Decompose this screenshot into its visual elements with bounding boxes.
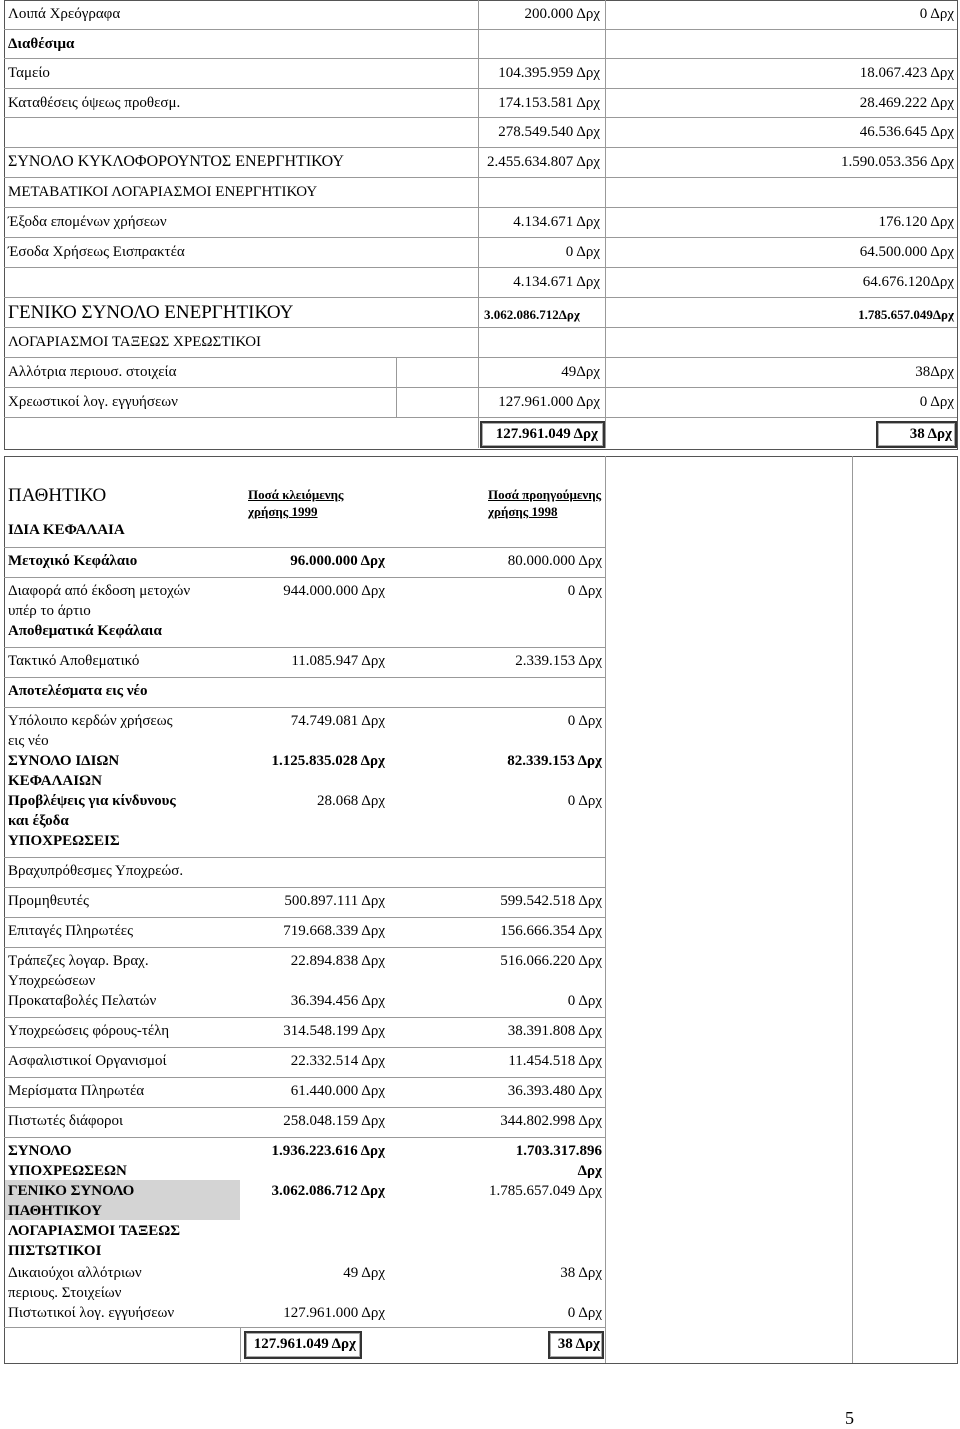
epitages-prev: 156.666.354 Δρχ bbox=[500, 923, 602, 939]
synolo-idion-prev: 82.339.153 Δρχ bbox=[507, 753, 602, 769]
asfalistikoi-prev: 11.454.518 Δρχ bbox=[508, 1053, 602, 1069]
synolo-ypoxreoseon-prev-line2: Δρχ bbox=[577, 1163, 602, 1179]
epitages-cur: 719.668.339 Δρχ bbox=[283, 923, 385, 939]
synolo-idion-cur: 1.125.835.028 Δρχ bbox=[271, 753, 385, 769]
provlepseis-label-line1: Προβλέψεις για κίνδυνους bbox=[8, 793, 176, 809]
taxeos-total-cur: 127.961.049 Δρχ bbox=[495, 426, 598, 442]
diafora-label-line2: υπέρ το άρτιο bbox=[8, 603, 91, 619]
ypoxreoseis-heading: ΥΠΟΧΡΕΩΣΕΙΣ bbox=[8, 833, 120, 849]
loipa-cur: 200.000 Δρχ bbox=[524, 6, 600, 22]
pathtiko-title: ΠΑΘΗΤΙΚΟ bbox=[8, 485, 107, 506]
epitages-label: Επιταγές Πληρωτέες bbox=[8, 923, 134, 939]
diathesima-heading: Διαθέσιμα bbox=[8, 36, 75, 52]
geniko-pathtiko-label-line1: ΓΕΝΙΚΟ ΣΥΝΟΛΟ bbox=[8, 1183, 135, 1199]
exoda-prev: 176.120 Δρχ bbox=[878, 214, 954, 230]
metavatikoi-subtotal-cur: 4.134.671 Δρχ bbox=[513, 274, 600, 290]
loipa-label: Λοιπά Χρεόγραφα bbox=[8, 6, 121, 22]
ypoloipo-label-line1: Υπόλοιπο κερδών χρήσεως bbox=[8, 713, 173, 729]
page-number: 5 bbox=[845, 1408, 854, 1428]
kykloforoun-total-label: ΣΥΝΟΛΟ ΚΥΚΛΟΦΟΡΟΥΝΤΟΣ ΕΝΕΡΓΗΤΙΚΟΥ bbox=[8, 153, 344, 170]
metavatikoi-heading: ΜΕΤΑΒΑΤΙΚΟΙ ΛΟΓΑΡΙΑΣΜΟΙ ΕΝΕΡΓΗΤΙΚΟΥ bbox=[8, 184, 318, 200]
kykloforoun-total-prev: 1.590.053.356 Δρχ bbox=[841, 154, 954, 170]
ypoloipo-prev: 0 Δρχ bbox=[567, 713, 602, 729]
synolo-ypoxreoseon-label-line2: ΥΠΟΧΡΕΩΣΕΩΝ bbox=[8, 1163, 127, 1179]
synolo-ypoxreoseon-prev-line1: 1.703.317.896 bbox=[515, 1143, 602, 1159]
exoda-cur: 4.134.671 Δρχ bbox=[513, 214, 600, 230]
taktiko-cur: 11.085.947 Δρχ bbox=[291, 653, 385, 669]
vraxyprothesmes-heading: Βραχυπρόθεσμες Υποχρεώσ. bbox=[8, 863, 184, 879]
diafora-cur: 944.000.000 Δρχ bbox=[283, 583, 385, 599]
diafora-prev: 0 Δρχ bbox=[567, 583, 602, 599]
col-cur-header-line2: χρήσης 1999 bbox=[248, 504, 318, 519]
col-cur-header-line1: Ποσά κλειόμενης bbox=[248, 487, 344, 502]
esoda-prev: 64.500.000 Δρχ bbox=[859, 244, 954, 260]
diathesima-subtotal-prev: 46.536.645 Δρχ bbox=[859, 124, 954, 140]
merismata-label: Μερίσματα Πληρωτέα bbox=[8, 1083, 145, 1099]
taxeos-pistotikoi-heading-line2: ΠΙΣΤΩΤΙΚΟΙ bbox=[8, 1243, 102, 1259]
exoda-label: Έξοδα επομένων χρήσεων bbox=[8, 214, 167, 230]
pistotikoi-total-cur: 127.961.049 Δρχ bbox=[253, 1336, 356, 1352]
geniko-pathtiko-label-line2: ΠΑΘΗΤΙΚΟΥ bbox=[8, 1203, 102, 1219]
prokatavoles-cur: 36.394.456 Δρχ bbox=[290, 993, 385, 1009]
taxeos-total-prev: 38 Δρχ bbox=[909, 426, 952, 442]
idia-kefalaia-heading: ΙΔΙΑ ΚΕΦΑΛΑΙΑ bbox=[8, 522, 125, 538]
geniko-pathtiko-prev: 1.785.657.049 Δρχ bbox=[489, 1183, 602, 1199]
taktiko-prev: 2.339.153 Δρχ bbox=[515, 653, 602, 669]
trapezes-cur: 22.894.838 Δρχ bbox=[290, 953, 385, 969]
geniko-pathtiko-cur: 3.062.086.712 Δρχ bbox=[271, 1183, 385, 1199]
synolo-idion-label-line2: ΚΕΦΑΛΑΙΩΝ bbox=[8, 773, 102, 789]
ypoloipo-cur: 74.749.081 Δρχ bbox=[290, 713, 385, 729]
provlepseis-label-line2: και έξοδα bbox=[8, 813, 69, 829]
promitheftes-label: Προμηθευτές bbox=[8, 893, 89, 909]
synolo-ypoxreoseon-label-line1: ΣΥΝΟΛΟ bbox=[8, 1143, 72, 1159]
foroi-cur: 314.548.199 Δρχ bbox=[283, 1023, 385, 1039]
tameio-label: Ταμείο bbox=[8, 65, 50, 81]
diathesima-subtotal-cur: 278.549.540 Δρχ bbox=[498, 124, 600, 140]
pistotikoi-label: Πιστωτικοί λογ. εγγυήσεων bbox=[8, 1305, 175, 1321]
metoxiko-label: Μετοχικό Κεφάλαιο bbox=[8, 553, 138, 569]
geniko-energhtiko-cur: 3.062.086.712Δρχ bbox=[484, 307, 580, 322]
dikaiouxoi-cur: 49 Δρχ bbox=[343, 1265, 385, 1281]
tameio-cur: 104.395.959 Δρχ bbox=[498, 65, 600, 81]
katatheseis-prev: 28.469.222 Δρχ bbox=[859, 95, 954, 111]
foroi-label: Υποχρεώσεις φόρους-τέλη bbox=[8, 1023, 170, 1039]
taktiko-label: Τακτικό Αποθεματικό bbox=[8, 653, 140, 669]
dikaiouxoi-prev: 38 Δρχ bbox=[560, 1265, 602, 1281]
col-prev-header-line2: χρήσης 1998 bbox=[488, 504, 558, 519]
merismata-prev: 36.393.480 Δρχ bbox=[507, 1083, 602, 1099]
pistotikoi-prev: 0 Δρχ bbox=[567, 1305, 602, 1321]
pistotikoi-total-prev: 38 Δρχ bbox=[557, 1336, 600, 1352]
apotelesmata-heading: Αποτελέσματα εις νέο bbox=[8, 683, 148, 699]
dikaiouxoi-label-line2: περιους. Στοιχείων bbox=[8, 1285, 122, 1301]
kykloforoun-total-cur: 2.455.634.807 Δρχ bbox=[487, 154, 600, 170]
merismata-cur: 61.440.000 Δρχ bbox=[290, 1083, 385, 1099]
trapezes-label-line2: Υποχρεώσεων bbox=[8, 973, 96, 989]
xreostikoi-label: Χρεωστικοί λογ. εγγυήσεων bbox=[8, 394, 178, 410]
pistotes-prev: 344.802.998 Δρχ bbox=[500, 1113, 602, 1129]
katatheseis-cur: 174.153.581 Δρχ bbox=[498, 95, 600, 111]
apothematika-heading: Αποθεματικά Κεφάλαια bbox=[8, 623, 162, 639]
prokatavoles-label: Προκαταβολές Πελατών bbox=[8, 993, 157, 1009]
metoxiko-prev: 80.000.000 Δρχ bbox=[507, 553, 602, 569]
geniko-energhtiko-prev: 1.785.657.049Δρχ bbox=[858, 307, 954, 322]
allotria-label: Αλλότρια περιουσ. στοιχεία bbox=[8, 364, 177, 380]
provlepseis-cur: 28.068 Δρχ bbox=[317, 793, 385, 809]
ypoloipo-label-line2: εις νέο bbox=[8, 733, 49, 749]
allotria-prev: 38Δρχ bbox=[915, 364, 954, 380]
promitheftes-prev: 599.542.518 Δρχ bbox=[500, 893, 602, 909]
taxeos-pistotikoi-heading-line1: ΛΟΓΑΡΙΑΣΜΟΙ ΤΑΞΕΩΣ bbox=[8, 1223, 181, 1239]
pistotikoi-cur: 127.961.000 Δρχ bbox=[283, 1305, 385, 1321]
asfalistikoi-cur: 22.332.514 Δρχ bbox=[290, 1053, 385, 1069]
metoxiko-cur: 96.000.000 Δρχ bbox=[290, 553, 385, 569]
loipa-prev: 0 Δρχ bbox=[919, 6, 954, 22]
geniko-energhtiko-label: ΓΕΝΙΚΟ ΣΥΝΟΛΟ ΕΝΕΡΓΗΤΙΚΟΥ bbox=[8, 302, 294, 323]
katatheseis-label: Καταθέσεις όψεως προθεσμ. bbox=[8, 95, 181, 111]
diafora-label-line1: Διαφορά από έκδοση μετοχών bbox=[8, 583, 191, 599]
synolo-idion-label-line1: ΣΥΝΟΛΟ ΙΔΙΩΝ bbox=[8, 753, 120, 769]
foroi-prev: 38.391.808 Δρχ bbox=[507, 1023, 602, 1039]
xreostikoi-prev: 0 Δρχ bbox=[919, 394, 954, 410]
pistotes-cur: 258.048.159 Δρχ bbox=[283, 1113, 385, 1129]
allotria-cur: 49Δρχ bbox=[561, 364, 600, 380]
trapezes-prev: 516.066.220 Δρχ bbox=[500, 953, 602, 969]
asfalistikoi-label: Ασφαλιστικοί Οργανισμοί bbox=[8, 1053, 167, 1069]
prokatavoles-prev: 0 Δρχ bbox=[567, 993, 602, 1009]
tameio-prev: 18.067.423 Δρχ bbox=[859, 65, 954, 81]
provlepseis-prev: 0 Δρχ bbox=[567, 793, 602, 809]
pistotes-label: Πιστωτές διάφοροι bbox=[8, 1113, 124, 1129]
metavatikoi-subtotal-prev: 64.676.120Δρχ bbox=[862, 274, 954, 290]
esoda-label: Έσοδα Χρήσεως Εισπρακτέα bbox=[8, 244, 185, 260]
dikaiouxoi-label-line1: Δικαιούχοι αλλότριων bbox=[8, 1265, 142, 1281]
trapezes-label-line1: Τράπεζες λογαρ. Βραχ. bbox=[8, 953, 149, 969]
xreostikoi-cur: 127.961.000 Δρχ bbox=[498, 394, 600, 410]
taxeos-xreostikoi-heading: ΛΟΓΑΡΙΑΣΜΟΙ ΤΑΞΕΩΣ ΧΡΕΩΣΤΙΚΟΙ bbox=[8, 334, 262, 350]
promitheftes-cur: 500.897.111 Δρχ bbox=[284, 893, 385, 909]
col-prev-header-line1: Ποσά προηγούμενης bbox=[488, 487, 602, 502]
esoda-cur: 0 Δρχ bbox=[565, 244, 600, 260]
synolo-ypoxreoseon-cur: 1.936.223.616 Δρχ bbox=[271, 1143, 385, 1159]
